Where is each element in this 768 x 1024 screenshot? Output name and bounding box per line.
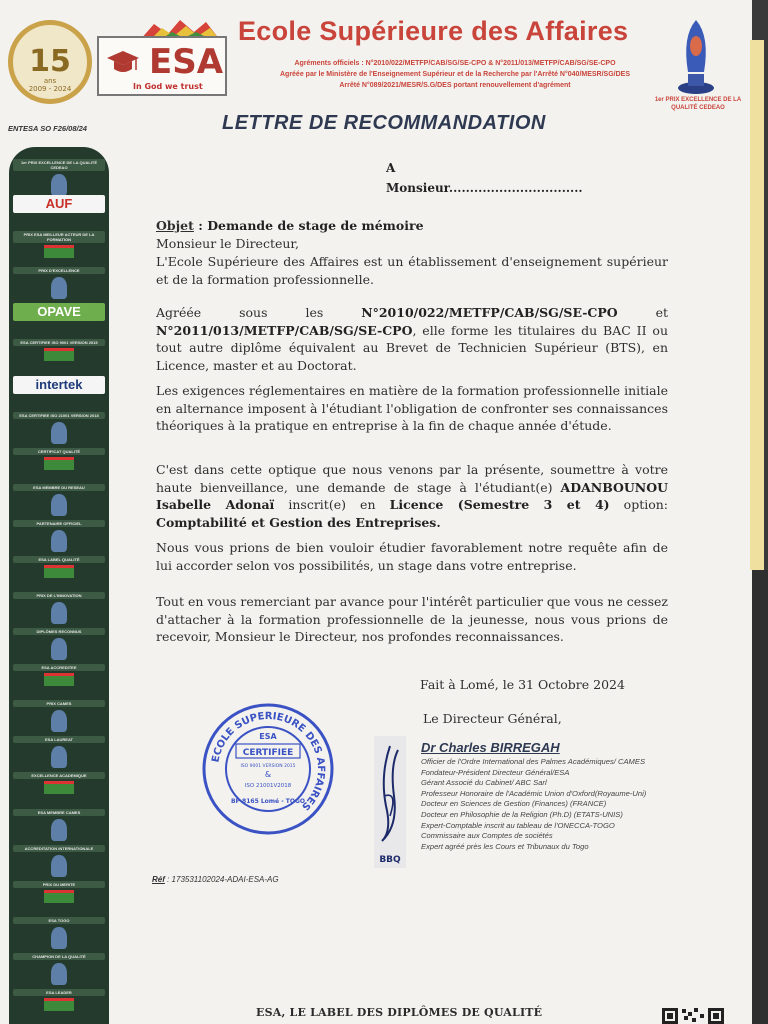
esa-logo-text: ESA bbox=[149, 42, 224, 82]
sidebar-award-item bbox=[13, 700, 105, 732]
sidebar-award-item bbox=[13, 484, 105, 516]
sidebar-award-item bbox=[13, 664, 105, 686]
award-icon bbox=[51, 174, 67, 196]
sidebar-award-label: DIPLÔMES RECONNUS bbox=[13, 628, 105, 635]
paragraph-4b: Nous vous prions de bien vouloir étudier favorablement notre requête afin de lui accorder selon vos possibilités, un stage dans votre entreprise. bbox=[156, 540, 668, 573]
student-option: Comptabilité et Gestion des Entreprises. bbox=[156, 514, 441, 530]
to-line: A bbox=[386, 161, 396, 175]
p2-text: , elle forme les titulaires du BAC II ou tout autre diplôme équivalent au Brevet de Technicien Supérieur (BTS), en Licence, master et au Doctorat. bbox=[156, 322, 668, 373]
sidebar-award-item bbox=[13, 339, 105, 361]
award-icon bbox=[51, 422, 67, 444]
qr-code-icon bbox=[662, 1006, 732, 1024]
agrement-number-1: N°2010/022/METFP/CAB/SG/SE-CPO bbox=[361, 305, 618, 320]
objet-line bbox=[156, 217, 668, 235]
award-icon bbox=[51, 710, 67, 732]
flag-icon bbox=[44, 890, 74, 903]
paragraph-4 bbox=[156, 461, 668, 531]
awards-sidebar bbox=[9, 147, 109, 1024]
sidebar-award-item bbox=[13, 809, 105, 841]
agrement-line: Arrêté N°089/2021/MESR/S.G/DES portant renouvellement d'agrément bbox=[339, 82, 571, 89]
sidebar-award-item bbox=[13, 412, 105, 444]
sidebar-award-label: ESA ACCREDITEE bbox=[13, 664, 105, 671]
addressee bbox=[386, 158, 583, 198]
signature bbox=[372, 736, 408, 868]
sidebar-award-item bbox=[13, 448, 105, 470]
reference-value: : 173531102024-ADAI-ESA-AG bbox=[164, 875, 279, 884]
flag-icon bbox=[44, 673, 74, 686]
sidebar-award-label: PARTENAIRE OFFICIEL bbox=[13, 520, 105, 527]
sidebar-award-label: 1er PRIX EXCELLENCE DE LA QUALITÉ CEDEAO bbox=[13, 159, 105, 171]
sidebar-award-label: PRIX DU MERITE bbox=[13, 881, 105, 888]
stamp-ring-text: ECOLE SUPERIEURE DES AFFAIRES bbox=[210, 710, 327, 813]
paragraph-2 bbox=[156, 304, 668, 374]
p4-text: inscrit(e) en bbox=[274, 497, 390, 513]
sidebar-award-item bbox=[13, 303, 105, 321]
credential-line: Docteur en Philosophie de la Religion (Ph.D) (ETATS-UNIS) bbox=[421, 809, 623, 819]
flag-icon bbox=[44, 348, 74, 361]
place-date: Fait à Lomé, le 31 Octobre 2024 bbox=[420, 677, 625, 692]
flag-icon bbox=[44, 998, 74, 1011]
sidebar-award-label: ESA CERTIFIEE ISO 21001 VERSION 2018 bbox=[13, 412, 105, 419]
award-icon bbox=[51, 819, 67, 841]
paragraph-3: Les exigences réglementaires en matière de la formation professionnelle initiale en alternance imposent à l'étudiant l'obligation de confronter ses connaissances théoriques à la pratique en entreprise à la fin de chaque année d'étude. bbox=[156, 383, 668, 434]
sidebar-award-label: EXCELLENCE ACADEMIQUE bbox=[13, 772, 105, 779]
esa-motto: In God we trust bbox=[133, 82, 203, 91]
award-icon bbox=[51, 963, 67, 985]
student-level: Licence (Semestre 3 et 4) bbox=[389, 497, 610, 513]
sidebar-award-item bbox=[13, 376, 105, 394]
sidebar-award-label: ACCREDITATION INTERNATIONALE bbox=[13, 845, 105, 852]
agrement-line: Agréments officiels : N°2010/022/METFP/CAB/SG/SE-CPO & N°2011/013/METFP/CAB/SG/SE-CPO bbox=[294, 60, 616, 67]
agrement-block bbox=[240, 58, 670, 91]
sidebar-award-label: ESA LEADER bbox=[13, 989, 105, 996]
credential-line: Commissaire aux Comptes de sociétés bbox=[421, 831, 553, 841]
award-icon bbox=[51, 855, 67, 877]
sidebar-award-label: CERTIFICAT QUALITÉ bbox=[13, 448, 105, 455]
sidebar-award-label: AUF bbox=[13, 195, 105, 213]
sidebar-award-item bbox=[13, 881, 105, 903]
trophy-caption: 1er PRIX EXCELLENCE DE LA QUALITÉ CEDEAO bbox=[654, 97, 742, 111]
credential-line: Fondateur-Président Directeur Général/ESA bbox=[421, 767, 570, 777]
sidebar-award-label: ESA CERTIFIEE ISO 9001 VERSION 2015 bbox=[13, 339, 105, 346]
background-edge bbox=[752, 570, 768, 1024]
objet-label: Objet bbox=[156, 218, 194, 233]
sidebar-award-label: ESA LABEL QUALITÉ bbox=[13, 556, 105, 563]
sidebar-award-label: OPAVE bbox=[13, 303, 105, 321]
sidebar-award-item bbox=[13, 917, 105, 949]
sidebar-award-label: ESA TOGO bbox=[13, 917, 105, 924]
reference-label: Réf bbox=[152, 875, 165, 884]
sidebar-award-item bbox=[13, 628, 105, 660]
stamp-certified: CERTIFIEE bbox=[242, 748, 294, 758]
signer-credentials bbox=[421, 757, 721, 852]
sidebar-award-label: PRIX CAMES bbox=[13, 700, 105, 707]
sidebar-award-item bbox=[13, 159, 105, 196]
trophy-icon bbox=[676, 16, 716, 96]
award-icon bbox=[51, 530, 67, 552]
stamp-bp: BP 8165 Lomé - TOGO bbox=[230, 798, 306, 805]
award-icon bbox=[51, 277, 67, 299]
flag-icon bbox=[44, 245, 74, 258]
credential-line: Expert agréé près les Cours et Tribunaux du Togo bbox=[421, 841, 589, 851]
sidebar-award-item bbox=[13, 267, 105, 299]
sidebar-award-item bbox=[13, 556, 105, 578]
paragraph-5: Tout en vous remerciant par avance pour l'intérêt particulier que vous ne cessez d'attacher à la formation professionnelle de la jeunesse, nous vous prions de recevoir, Monsieur le Directeur, nos profondes reconnaissances. bbox=[156, 594, 668, 645]
esa-logo bbox=[97, 36, 227, 96]
sidebar-award-label: PRIX D'EXCELLENCE bbox=[13, 267, 105, 274]
footer-label: ESA, LE LABEL DES DIPLÔMES DE QUALITÉ bbox=[256, 1006, 543, 1019]
credential-line: Docteur en Sciences de Gestion (Finances) (FRANCE) bbox=[421, 799, 607, 809]
award-icon bbox=[51, 927, 67, 949]
sidebar-award-item bbox=[13, 231, 105, 258]
award-icon bbox=[51, 602, 67, 624]
student-name: ADANBOUNOU Isabelle Adonaï bbox=[156, 479, 668, 513]
agrement-line: Agréée par le Ministère de l'Enseignement Supérieur et de la Recherche par l'Arrêté N°040/MESR/SG/DES bbox=[279, 71, 631, 78]
certification-code: ENTESA SO F26/08/24 bbox=[8, 124, 87, 133]
anniversary-years: 2009 - 2024 bbox=[28, 85, 72, 93]
signer-name: Dr Charles BIRREGAH bbox=[421, 740, 560, 755]
credential-line: Officier de l'Ordre International des Palmes Académiques/ CAMES bbox=[421, 757, 646, 766]
sidebar-award-label: ESA LAUREAT bbox=[13, 736, 105, 743]
sidebar-award-item bbox=[13, 845, 105, 877]
sidebar-award-item bbox=[13, 195, 105, 213]
salutation: Monsieur le Directeur, bbox=[156, 236, 299, 251]
award-icon bbox=[51, 494, 67, 516]
p2-text: et bbox=[617, 305, 668, 320]
sidebar-award-label: ESA MEMBRE CAMES bbox=[13, 809, 105, 816]
p4-text: C'est dans cette optique que nous venons par la présente, soumettre à votre haute bienveillance, une demande de stage à l'étudiant(e) bbox=[156, 462, 668, 495]
official-stamp bbox=[202, 703, 334, 835]
recipient-line: Monsieur................................ bbox=[386, 181, 583, 195]
p2-text: Agréée sous les bbox=[156, 305, 362, 320]
letter-title: LETTRE DE RECOMMANDATION bbox=[222, 112, 546, 134]
sidebar-award-item bbox=[13, 520, 105, 552]
award-icon bbox=[51, 746, 67, 768]
sidebar-award-label: CHAMPION DE LA QUALITÉ bbox=[13, 953, 105, 960]
agrement-number-2: N°2011/013/METFP/CAB/SG/SE-CPO bbox=[156, 322, 413, 338]
flag-icon bbox=[44, 457, 74, 470]
anniversary-logo bbox=[8, 20, 92, 104]
anniversary-number: 15 bbox=[29, 44, 71, 79]
p4-text: option: bbox=[609, 497, 669, 513]
paragraph-1: L'Ecole Supérieure des Affaires est un établissement d'enseignement supérieur et de la formation professionnelle. bbox=[156, 254, 668, 287]
objet-text: : Demande de stage de mémoire bbox=[193, 218, 424, 233]
stamp-iso-2: ISO 21001V2018 bbox=[244, 783, 292, 789]
graduation-cap-icon bbox=[105, 48, 141, 78]
stamp-iso-1: ISO 9001 VERSION 2015 bbox=[240, 764, 296, 769]
school-name: Ecole Supérieure des Affaires bbox=[238, 16, 629, 46]
award-icon bbox=[51, 638, 67, 660]
sidebar-award-item bbox=[13, 592, 105, 624]
sidebar-award-label: PRIX ESA MEILLEUR ACTEUR DE LA FORMATION bbox=[13, 231, 105, 243]
credential-line: Expert-Comptable inscrit au tableau de l'ONECCA-TOGO bbox=[421, 820, 615, 830]
sidebar-award-item bbox=[13, 953, 105, 985]
reference bbox=[152, 875, 279, 884]
sidebar-award-label: ESA MEMBRE DU RESEAU bbox=[13, 484, 105, 491]
director-title: Le Directeur Général, bbox=[423, 711, 562, 726]
sidebar-award-item bbox=[13, 736, 105, 768]
flag-icon bbox=[44, 565, 74, 578]
paper-edge bbox=[750, 40, 764, 570]
sidebar-award-label: intertek bbox=[13, 376, 105, 394]
sidebar-award-item bbox=[13, 772, 105, 794]
sidebar-award-item bbox=[13, 989, 105, 1011]
credential-line: Gérant Associé du Cabinet/ ABC Sarl bbox=[421, 778, 547, 788]
credential-line: Professeur Honoraire de l'Académic Union d'Oxford(Royaume-Uni) bbox=[421, 788, 647, 798]
flag-icon bbox=[44, 781, 74, 794]
sidebar-award-label: PRIX DE L'INNOVATION bbox=[13, 592, 105, 599]
signature-initials: BBQ bbox=[379, 855, 401, 865]
stamp-amp: & bbox=[264, 770, 272, 779]
anniversary-label: ans bbox=[43, 77, 57, 85]
stamp-abbr: ESA bbox=[259, 732, 277, 741]
